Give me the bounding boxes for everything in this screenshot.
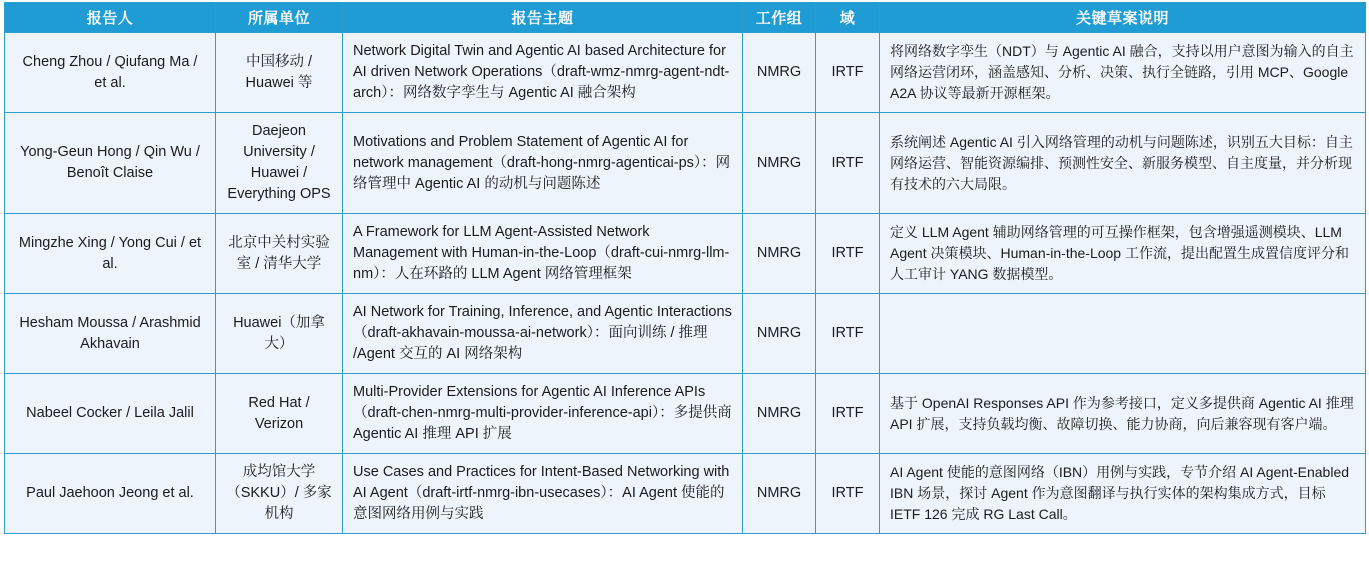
table-row xyxy=(5,33,1366,113)
table-body xyxy=(5,33,1366,534)
table-header-row xyxy=(5,3,1366,33)
cell-wg: NMRG xyxy=(743,33,816,113)
column-header-speaker: 报告人 xyxy=(5,3,216,33)
table-row xyxy=(5,374,1366,454)
cell-area: IRTF xyxy=(816,113,880,214)
cell-area: IRTF xyxy=(816,33,880,113)
column-header-desc: 关键草案说明 xyxy=(880,3,1366,33)
cell-org: Daejeon University / Huawei / Everything OPS xyxy=(216,113,343,214)
cell-desc: 定义 LLM Agent 辅助网络管理的可互操作框架，包含增强遥测模块、LLM Agent 决策模块、Human-in-the-Loop 工作流，提出配置生成置信度评分和人工审计 YANG 数据模型。 xyxy=(880,214,1366,294)
table-header xyxy=(5,3,1366,33)
cell-org: 成均馆大学（SKKU）/ 多家机构 xyxy=(216,454,343,534)
column-header-area: 域 xyxy=(816,3,880,33)
cell-topic: Multi-Provider Extensions for Agentic AI Inference APIs（draft-chen-nmrg-multi-provider-inference-api）：多提供商 Agentic AI 推理 API 扩展 xyxy=(343,374,743,454)
column-header-wg: 工作组 xyxy=(743,3,816,33)
table-row xyxy=(5,113,1366,214)
cell-wg: NMRG xyxy=(743,294,816,374)
cell-speaker: Yong-Geun Hong / Qin Wu / Benoît Claise xyxy=(5,113,216,214)
cell-topic: Use Cases and Practices for Intent-Based Networking with AI Agent（draft-irtf-nmrg-ibn-usecases）：AI Agent 使能的意图网络用例与实践 xyxy=(343,454,743,534)
cell-desc: 基于 OpenAI Responses API 作为参考接口，定义多提供商 Agentic AI 推理 API 扩展，支持负载均衡、故障切换、能力协商，向后兼容现有客户端。 xyxy=(880,374,1366,454)
cell-topic: A Framework for LLM Agent-Assisted Network Management with Human-in-the-Loop（draft-cui-nmrg-llm-nm）：人在环路的 LLM Agent 网络管理框架 xyxy=(343,214,743,294)
cell-speaker: Nabeel Cocker / Leila Jalil xyxy=(5,374,216,454)
cell-speaker: Mingzhe Xing / Yong Cui / et al. xyxy=(5,214,216,294)
cell-topic: AI Network for Training, Inference, and Agentic Interactions（draft-akhavain-moussa-ai-network）：面向训练 / 推理 /Agent 交互的 AI 网络架构 xyxy=(343,294,743,374)
cell-org: Huawei（加拿大） xyxy=(216,294,343,374)
cell-wg: NMRG xyxy=(743,374,816,454)
table-row xyxy=(5,214,1366,294)
cell-desc: AI Agent 使能的意图网络（IBN）用例与实践，专节介绍 AI Agent-Enabled IBN 场景，探讨 Agent 作为意图翻译与执行实体的架构集成方式，目标 IETF 126 完成 RG Last Call。 xyxy=(880,454,1366,534)
cell-speaker: Cheng Zhou / Qiufang Ma / et al. xyxy=(5,33,216,113)
cell-wg: NMRG xyxy=(743,113,816,214)
cell-area: IRTF xyxy=(816,294,880,374)
cell-desc xyxy=(880,294,1366,374)
cell-desc: 系统阐述 Agentic AI 引入网络管理的动机与问题陈述，识别五大目标：自主网络运营、智能资源编排、预测性安全、新服务模型、自主度量，并分析现有技术的六大局限。 xyxy=(880,113,1366,214)
cell-topic: Network Digital Twin and Agentic AI based Architecture for AI driven Network Operations（draft-wmz-nmrg-agent-ndt-arch）：网络数字孪生与 Agentic AI 融合架构 xyxy=(343,33,743,113)
cell-area: IRTF xyxy=(816,454,880,534)
cell-area: IRTF xyxy=(816,374,880,454)
cell-org: 北京中关村实验室 / 清华大学 xyxy=(216,214,343,294)
cell-wg: NMRG xyxy=(743,214,816,294)
column-header-org: 所属单位 xyxy=(216,3,343,33)
table-row xyxy=(5,454,1366,534)
cell-org: Red Hat / Verizon xyxy=(216,374,343,454)
table-row xyxy=(5,294,1366,374)
cell-wg: NMRG xyxy=(743,454,816,534)
cell-topic: Motivations and Problem Statement of Agentic AI for network management（draft-hong-nmrg-agenticai-ps）：网络管理中 Agentic AI 的动机与问题陈述 xyxy=(343,113,743,214)
cell-desc: 将网络数字孪生（NDT）与 Agentic AI 融合，支持以用户意图为输入的自主网络运营闭环，涵盖感知、分析、决策、执行全链路，引用 MCP、Google A2A 协议等最新开源框架。 xyxy=(880,33,1366,113)
cell-org: 中国移动 / Huawei 等 xyxy=(216,33,343,113)
column-header-topic: 报告主题 xyxy=(343,3,743,33)
cell-speaker: Paul Jaehoon Jeong et al. xyxy=(5,454,216,534)
cell-speaker: Hesham Moussa / Arashmid Akhavain xyxy=(5,294,216,374)
report-table xyxy=(4,2,1366,534)
cell-area: IRTF xyxy=(816,214,880,294)
